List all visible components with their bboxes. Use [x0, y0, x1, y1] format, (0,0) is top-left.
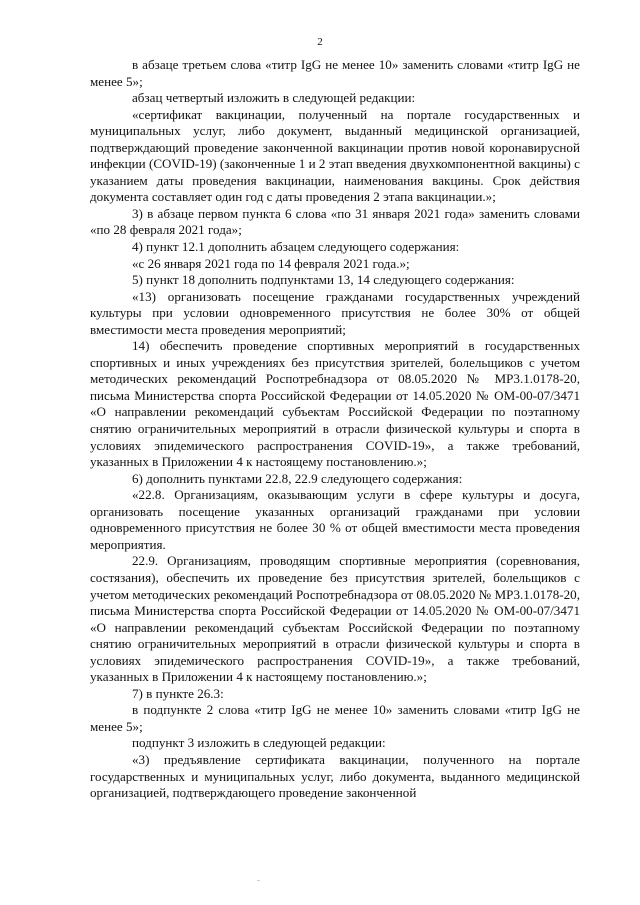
paragraph: подпункт 3 изложить в следующей редакции: — [132, 735, 386, 751]
paragraph: 7) в пункте 26.3: — [132, 685, 224, 701]
paragraph: «13) организовать посещение гражданами государственных учреждений культуры при условии одновременного присутствия не более 30% от общей вместимости места проведения мероприятий; — [90, 288, 580, 337]
paragraph: 14) обеспечить проведение спортивных мероприятий в государственных спортивных и иных учреждениях без присутствия зрителей, болельщиков с учетом методических рекомендаций Роспотребнадзора от 08.05.2020 № МР3.1.0178-20, письма Министерства спорта Российской Федерации от 14.05.2020 № ОМ-00-07/3471 «О направлении рекомендаций субъектам Российской Федерации по поэтапному снятию ограничительных мероприятий в отрасли физической культуры и спорта в условиях эпидемического распространения COVID-19», а также требований, указанных в Приложении 4 к настоящему постановлению.»; — [90, 338, 580, 470]
paragraph: 22.9. Организациям, проводящим спортивные мероприятия (соревнования, состязания), обеспечить их проведение без присутствия зрителей, болельщиков с учетом методических рекомендаций Роспотребнадзора от 08.05.2020 № МР3.1.0178-20, письма Министерства спорта Российской Федерации от 14.05.2020 № ОМ-00-07/3471 «О направлении рекомендаций субъектам Российской Федерации по поэтапному снятию ограничительных мероприятий в отрасли физической культуры и спорта в условиях эпидемического распространения COVID-19», а также требований, указанных в Приложении 4 к настоящему постановлению.»; — [90, 553, 580, 685]
paragraph: в подпункте 2 слова «титр IgG не менее 10» заменить словами «титр IgG не менее 5»; — [90, 702, 580, 734]
paragraph: «22.8. Организациям, оказывающим услуги в сфере культуры и досуга, организовать посещение указанных организаций гражданами при условии одновременного присутствия не более 30 % от общей вместимости места проведения мероприятия. — [90, 487, 580, 552]
scan-speck — [257, 880, 260, 881]
paragraph: 4) пункт 12.1 дополнить абзацем следующего содержания: — [132, 239, 460, 255]
document-body — [90, 57, 580, 802]
paragraph: «3) предъявление сертификата вакцинации, полученного на портале государственных и муниципальных услуг, либо документа, выданного медицинской организацией, подтверждающего проведение законченной — [90, 751, 580, 801]
paragraph: в абзаце третьем слова «титр IgG не менее 10» заменить словами «титр IgG не менее 5»; — [90, 57, 580, 89]
paragraph: 5) пункт 18 дополнить подпунктами 13, 14 следующего содержания: — [132, 272, 515, 288]
paragraph: «с 26 января 2021 года по 14 февраля 2021 года.»; — [132, 255, 410, 271]
paragraph: 6) дополнить пунктами 22.8, 22.9 следующего содержания: — [132, 470, 463, 486]
paragraph: «сертификат вакцинации, полученный на портале государственных и муниципальных услуг, либо документ, выданный медицинской организацией, подтверждающий проведение законченной вакцинации против новой коронавирусной инфекции (COVID-19) (законченные 1 и 2 этап введения двухкомпонентной вакцины) с указанием даты проведения вакцинации, наименования вакцины. Срок действия документа составляет один год с даты проведения 2 этапа вакцинации.»; — [90, 106, 580, 205]
page-number: 2 — [317, 36, 323, 48]
paragraph: 3) в абзаце первом пункта 6 слова «по 31 января 2021 года» заменить словами «по 28 февраля 2021 года»; — [90, 205, 580, 238]
paragraph: абзац четвертый изложить в следующей редакции: — [132, 90, 416, 106]
